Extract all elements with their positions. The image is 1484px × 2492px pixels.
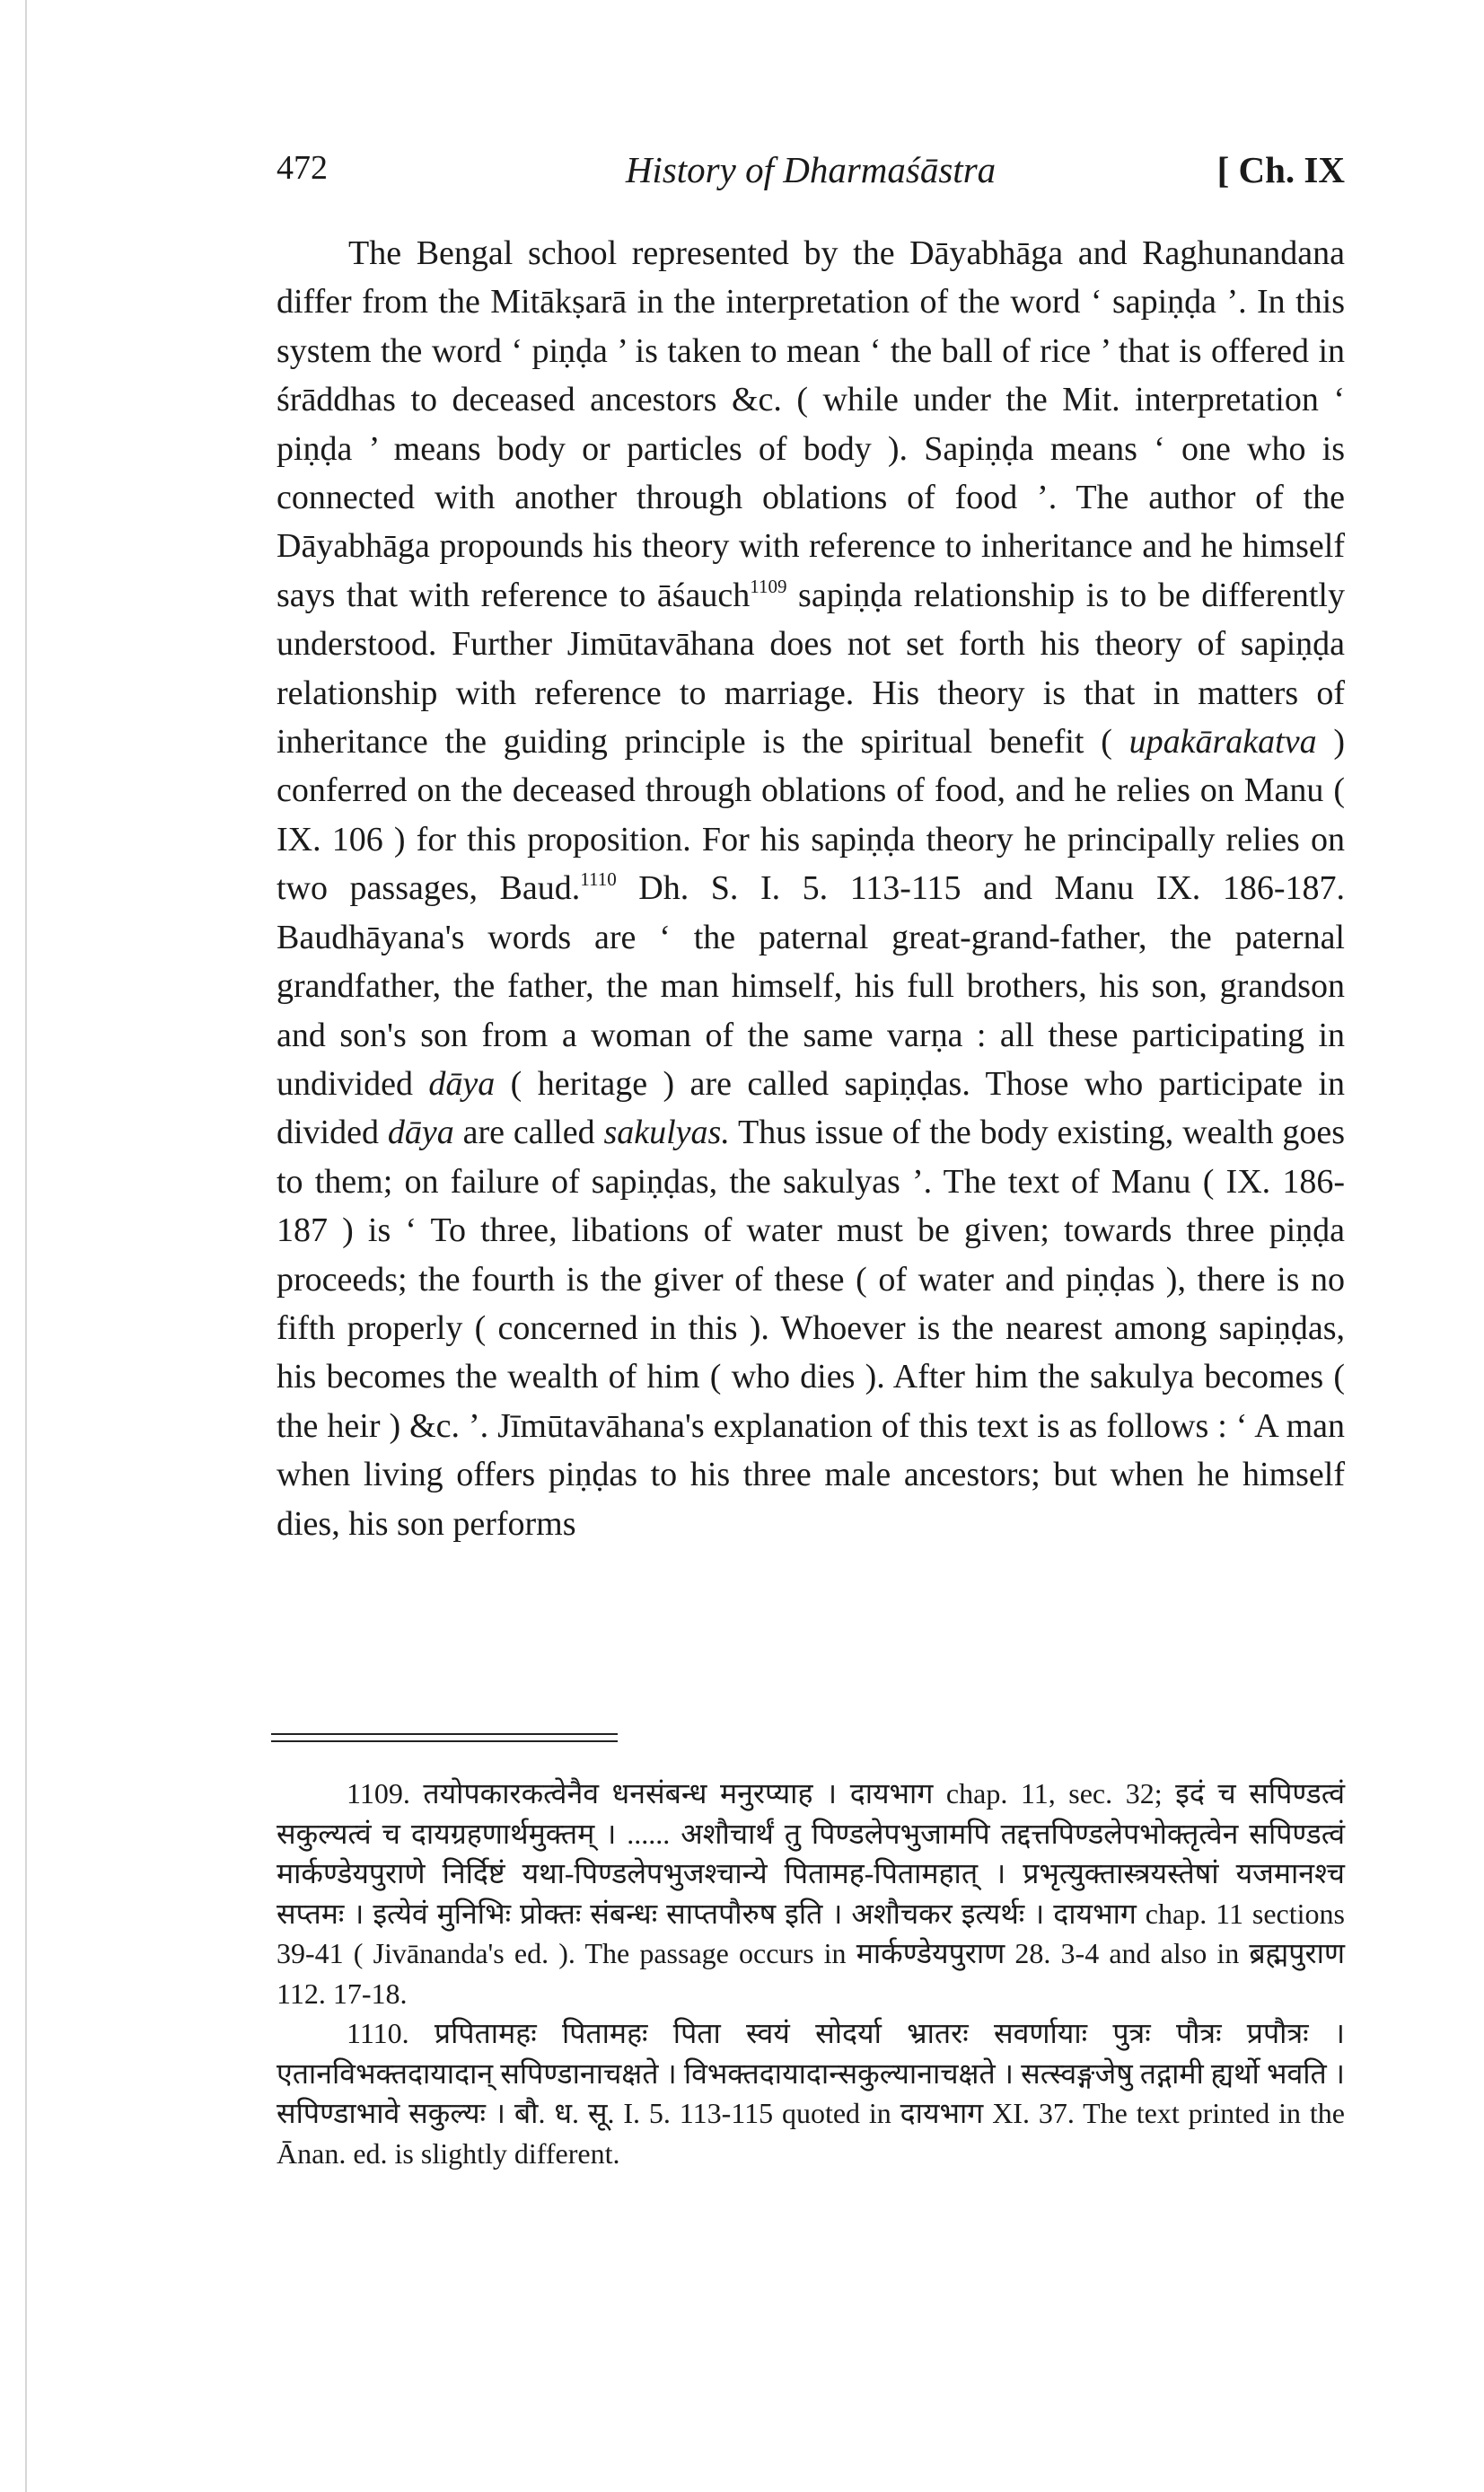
footnote-ref-1109: 1109 [750, 575, 787, 597]
page-edge-line [25, 0, 27, 2492]
chapter-label: [ Ch. IX [1216, 149, 1345, 190]
footnote-1110: 1110. प्रपितामहः पितामहः पिता स्वयं सोदर्या भ्रातरः सवर्णायाः पुत्रः पौत्रः प्रपौत्रः । एतानविभक्तदायादान् सपिण्डानाचक्षते । विभक्तदायादान्सकुल्यानाचक्षते । सत्स्वङ्गजेषु तद्गामी ह्यर्थो भवति । सपिण्डाभावे सकुल्यः । बौ. ध. सू. I. 5. 113-115 quoted in दायभाग XI. 37. The text printed in the Ānan. ed. is slightly different. [277, 2017, 1345, 2170]
footnote-divider [271, 1733, 618, 1742]
page-number: 472 [277, 149, 328, 187]
footnote-ref-1110: 1110 [580, 868, 617, 891]
page-header [277, 148, 1345, 211]
body-paragraph: The Bengal school represented by the Dāyabhāga and Raghunandana differ from the Mitākṣarā in the interpretation of the word ‘ sapiṇḍa ’. In this system the word ‘ piṇḍa ’ is taken to mean ‘ the ball of rice ’ that is offered in śrāddhas to deceased ancestors &c. ( while under the Mit. interpretation ‘ piṇḍa ’ means body or particles of body ). Sapiṇḍa means ‘ one who is connected with another through oblations of food ’. The author of the Dāyabhāga propounds his theory with reference to inheritance and he himself says that with reference to āśauch$^{1109}$ sapiṇḍa relationship is to be differently understood. Further Jimūtavāhana does not set forth his theory of sapiṇḍa relationship with reference to marriage. His theory is that in matters of inheritance the guiding principle is the spiritual benefit ( upakārakatva ) conferred on the deceased through oblations of food, and he relies on Manu ( IX. 106 ) for this proposition. For his sapiṇḍa theory he principally relies on two passages, Baud.$^{1110}$ Dh. S. I. 5. 113-115 and Manu IX. 186-187. Baudhāyana's words are ‘ the paternal great-grand-father, the paternal grandfather, the father, the man himself, his full brothers, his son, grandson and son's son from a woman of the same varṇa : all these participating in undivided dāya ( heritage ) are called sapiṇḍas. Those who participate in divided dāya are called sakulyas. Thus issue of the body existing, wealth goes to them; on failure of sapiṇḍas, the sakulyas ’. The text of Manu ( IX. 186-187 ) is ‘ To three, libations of water must be given; towards three piṇḍa proceeds; the fourth is the giver of these ( of water and piṇḍas ), there is no fifth properly ( concerned in this ). Whoever is the nearest among sapiṇḍas, his becomes the wealth of him ( who dies ). After him the sakulya becomes ( the heir ) &c. ’. Jīmūtavāhana's explanation of this text is as follows : ‘ A man when living offers piṇḍas to his three male ancestors; but when he himself dies, his son performs [277, 234, 1346, 1543]
main-text [277, 229, 1345, 1548]
footnotes [277, 1774, 1345, 2173]
footnote-1109: 1109. तयोपकारकत्वेनैव धनसंबन्ध मनुरप्याह । दायभाग chap. 11, sec. 32; इदं च सपिण्डत्वं सकुल्यत्वं च दायग्रहणार्थमुक्तम् । ...... अशौचार्थं तु पिण्डलेपभुजामपि तद्दत्तपिण्डलेपभोक्तृत्वेन सपिण्डत्वं मार्कण्डेयपुराणे निर्दिष्टं यथा-पिण्डलेपभुजश्चान्ये पितामह-पितामहात् । प्रभृत्युक्तास्त्रयस्तेषां यजमानश्च सप्तमः । इत्येवं मुनिभिः प्रोक्तः संबन्धः साप्तपौरुष इति । अशौचकर इत्यर्थः । दायभाग chap. 11 sections 39-41 ( Jivānanda's ed. ). The passage occurs in मार्कण्डेयपुराण 28. 3-4 and also in ब्रह्मपुराण 112. 17-18. [277, 1777, 1345, 2010]
running-title: History of Dharmaśāstra [625, 149, 997, 190]
